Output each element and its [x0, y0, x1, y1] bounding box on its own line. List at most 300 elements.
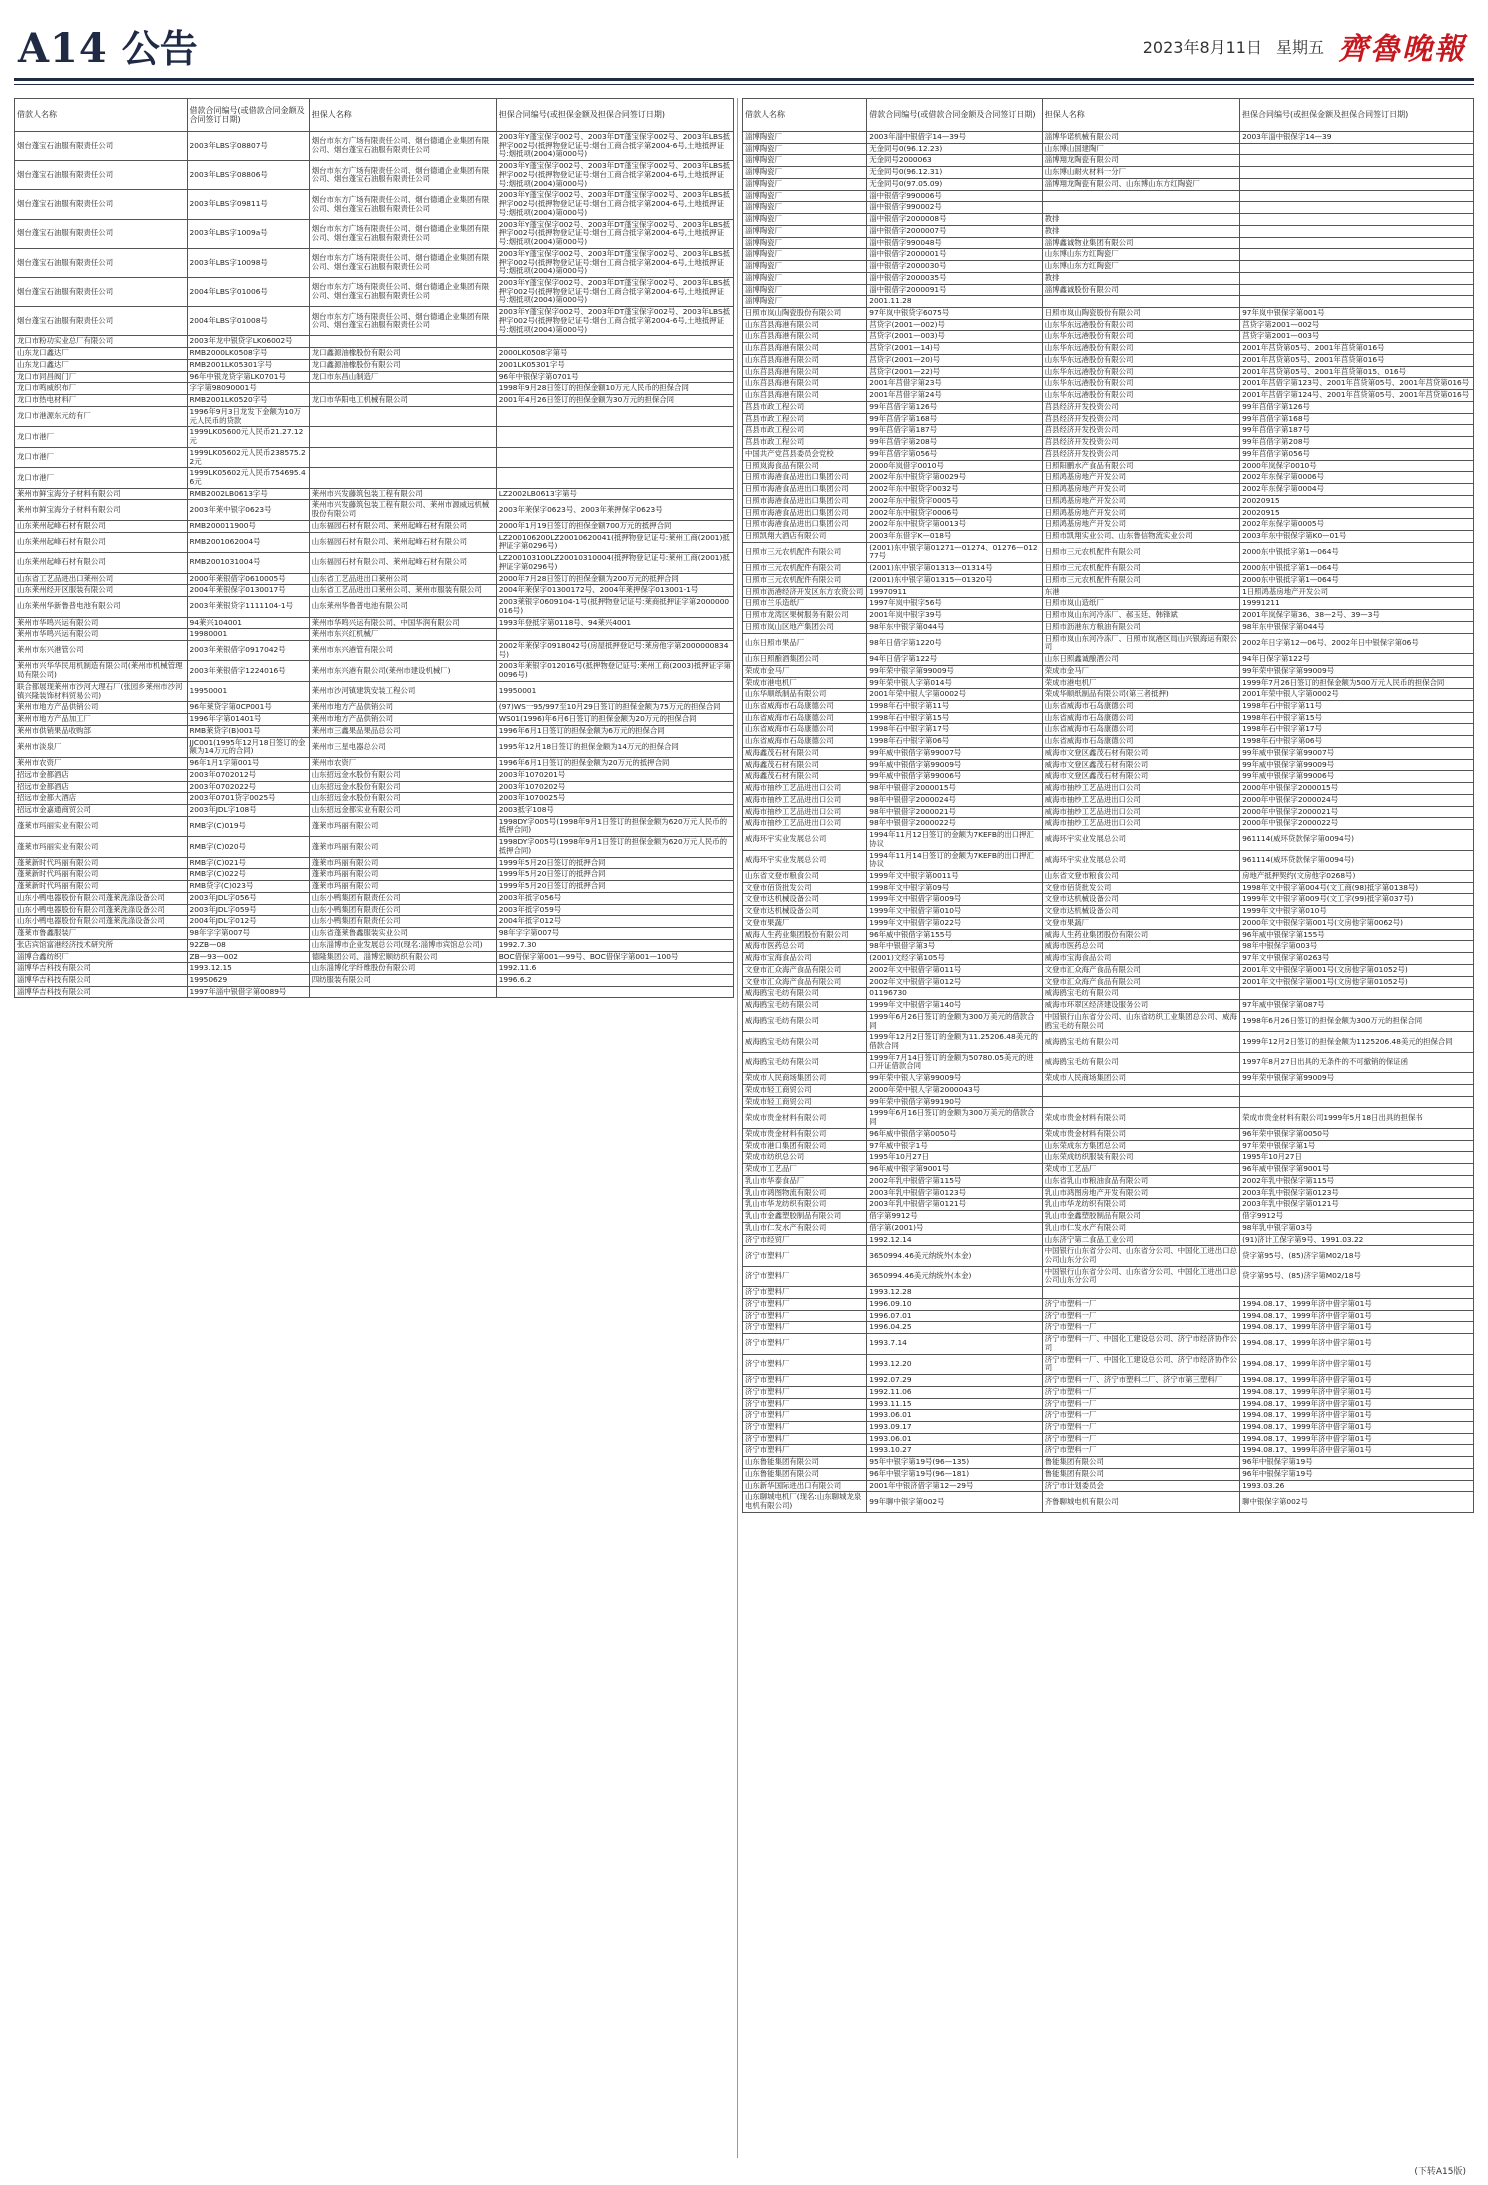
- table-cell: 莱州市华鸣兴运有限公司: [15, 629, 188, 641]
- table-cell: 中国银行山东省分公司、山东省分公司、中国化工进出口总公司山东分公司: [1042, 1246, 1239, 1266]
- table-row: [743, 1096, 1474, 1108]
- table-cell: 1993年登抵字第0118号、94莱兴4001: [496, 617, 733, 629]
- table-cell: 2003年东中银保字第K0—01号: [1240, 530, 1474, 542]
- table-cell: 山东日照市果品厂: [743, 633, 867, 653]
- table-cell: 淄博华吉科技有限公司: [15, 963, 188, 975]
- table-cell: 日照市沥港经济开发区东方农资公司: [743, 586, 867, 598]
- table-cell: 莱州市三星电器总公司: [309, 737, 496, 757]
- table-row: [15, 758, 734, 770]
- table-cell: 山东鲁能集团有限公司: [743, 1468, 867, 1480]
- table-cell: 1993.10.27: [867, 1445, 1042, 1457]
- table-cell: 无金同号2000063: [867, 155, 1042, 167]
- table-cell: 济宁市塑料厂: [743, 1421, 867, 1433]
- table-cell: 1999LK05602元人民币754695.46元: [187, 468, 309, 488]
- table-cell: 淄博陶瓷厂: [743, 143, 867, 155]
- table-cell: 龙口市港源东元纺有厂: [15, 406, 188, 426]
- table-row: [15, 661, 734, 681]
- table-cell: 2003莱银字0609104-1号(抵押物登记证号:莱商抵押证字第2000000016号): [496, 597, 733, 617]
- table-cell: 日照市三元农机配件有限公司: [1042, 542, 1239, 562]
- table-cell: 乳山市金鑫塑胶制品有限公司: [743, 1211, 867, 1223]
- table-row: [15, 963, 734, 975]
- table-row: [743, 1480, 1474, 1492]
- table-row: [15, 816, 734, 836]
- table-cell: 96年中银龙贷字第LK0701号: [187, 371, 309, 383]
- table-header-row: [15, 99, 734, 132]
- table-cell: 98年中银保字第003号: [1240, 941, 1474, 953]
- table-cell: 98年中银借字2000015号: [867, 783, 1042, 795]
- table-cell: 96年中银保字第19号: [1240, 1457, 1474, 1469]
- table-row: [743, 1310, 1474, 1322]
- table-cell: 文登市汇众海产食品有限公司: [1042, 976, 1239, 988]
- table-cell: 烟台市东方广场有限责任公司、烟台德通企业集团有限公司、烟台蓬宝石油服有限责任公司: [309, 132, 496, 161]
- table-cell: 1994.08.17、1999年济中借字第01号: [1240, 1334, 1474, 1354]
- table-cell: 招远市金都酒店: [15, 769, 188, 781]
- table-cell: 山东莒县海港有限公司: [743, 354, 867, 366]
- table-cell: 荣成华顺纸制品有限公司(第三者抵押): [1042, 689, 1239, 701]
- table-cell: 1993.12.28: [867, 1287, 1042, 1299]
- table-cell: [1240, 143, 1474, 155]
- table-cell: 龙口市港厂: [15, 447, 188, 467]
- table-cell: 莒县经济开发投资公司: [1042, 425, 1239, 437]
- table-cell: RMB200011900号: [187, 520, 309, 532]
- table-cell: 2000年岚保字0010号: [1240, 460, 1474, 472]
- table-cell: 99年威中银借字第99006号: [867, 771, 1042, 783]
- table-row: [743, 202, 1474, 214]
- table-cell: 1998年石中银字第17号: [867, 724, 1042, 736]
- table-cell: 山东莒县海港有限公司: [743, 390, 867, 402]
- table-row: [743, 237, 1474, 249]
- table-cell: 98年东中银字第044号: [867, 621, 1042, 633]
- column-header: 借款人名称: [743, 99, 867, 132]
- table-cell: 2003年JDL字059号: [187, 904, 309, 916]
- table-row: [15, 468, 734, 488]
- table-cell: 济宁市塑料厂: [743, 1287, 867, 1299]
- table-cell: 日照市三元农机配件有限公司: [743, 563, 867, 575]
- table-cell: 2003年莱银字012016号(抵押物登记证号:莱州工商(2003)抵押证字第0096号): [496, 661, 733, 681]
- table-cell: 99年威中银保字第99006号: [1240, 771, 1474, 783]
- table-cell: 1998年石中银字第17号: [1240, 724, 1474, 736]
- table-cell: 荣成市轻工商贸公司: [743, 1096, 867, 1108]
- table-cell: 2000年中银保字2000022号: [1240, 818, 1474, 830]
- table-cell: 乳山市华泰食品厂: [743, 1175, 867, 1187]
- table-cell: 2002年东中银贷字第0029号: [867, 472, 1042, 484]
- table-row: [743, 700, 1474, 712]
- table-cell: 济宁市塑料厂: [743, 1386, 867, 1398]
- table-cell: [1240, 1084, 1474, 1096]
- table-cell: (97)WS一95/997至10月29日签订的担保金额为75万元的担保合同: [496, 702, 733, 714]
- table-cell: 教排: [1042, 272, 1239, 284]
- table-cell: [1240, 225, 1474, 237]
- table-cell: RMB2001LK05301字号: [187, 359, 309, 371]
- table-cell: 2000LK0508字第号: [496, 348, 733, 360]
- table-row: [15, 640, 734, 660]
- table-cell: JJC001(1995年12月18日签订的金额为14万元的合同): [187, 737, 309, 757]
- table-row: [743, 654, 1474, 666]
- table-cell: 龙口鑫源油橡股份有限公司: [309, 348, 496, 360]
- table-cell: 威海市抽纱工艺品进出口公司: [1042, 806, 1239, 818]
- table-row: [743, 1199, 1474, 1211]
- table-row: [15, 681, 734, 701]
- table-cell: 19980001: [187, 629, 309, 641]
- table-row: [15, 520, 734, 532]
- table-cell: [309, 427, 496, 447]
- table-row: [743, 261, 1474, 273]
- table-cell: 荣成市贵金材料有限公司: [1042, 1128, 1239, 1140]
- table-row: [743, 542, 1474, 562]
- table-cell: 山东省乳山市粮油食品有限公司: [1042, 1175, 1239, 1187]
- table-cell: 莱州市农资厂: [309, 758, 496, 770]
- table-cell: 山东莒县海港有限公司: [743, 319, 867, 331]
- table-cell: 山东莒县海港有限公司: [743, 366, 867, 378]
- table-cell: 97年荣中银保字第1号: [1240, 1140, 1474, 1152]
- table-row: [743, 1032, 1474, 1052]
- table-cell: 鲁能集团有限公司: [1042, 1468, 1239, 1480]
- table-row: [743, 390, 1474, 402]
- table-cell: 1999年文中银借字第010号: [867, 906, 1042, 918]
- table-row: [743, 1410, 1474, 1422]
- table-cell: 2004年LBS字01006号: [187, 278, 309, 307]
- table-cell: 99年莒借字第168号: [1240, 413, 1474, 425]
- table-row: [743, 1073, 1474, 1085]
- table-row: [15, 406, 734, 426]
- table-cell: 荣成市贵金材料有限公司: [1042, 1108, 1239, 1128]
- table-cell: 94莱兴104001: [187, 617, 309, 629]
- table-cell: 1999年文中银字第0011号: [867, 871, 1042, 883]
- table-cell: 淄博陶瓷厂: [743, 155, 867, 167]
- table-cell: 99年威中银保字第99007号: [1240, 747, 1474, 759]
- table-cell: 99年荣中银借字第99190号: [867, 1096, 1042, 1108]
- table-cell: 山东省文登市粮食公司: [743, 871, 867, 883]
- table-cell: 2002年乳中银保字第115号: [1240, 1175, 1474, 1187]
- table-cell: 龙口市港厂: [15, 468, 188, 488]
- table-row: [15, 278, 734, 307]
- table-cell: 2003年乳中银保字第0121号: [1240, 1199, 1474, 1211]
- table-row: [743, 621, 1474, 633]
- table-cell: 淄博陶瓷厂: [743, 261, 867, 273]
- table-cell: 山东省工艺品进出口莱州公司、莱州市服装有限公司: [309, 585, 496, 597]
- table-row: [15, 161, 734, 190]
- table-cell: 1996.6.2: [496, 975, 733, 987]
- table-cell: 济宁市塑料一厂: [1042, 1398, 1239, 1410]
- table-row: [15, 702, 734, 714]
- table-cell: 淄博陶瓷厂: [743, 237, 867, 249]
- table-cell: 98年中银借字2000021号: [867, 806, 1042, 818]
- table-cell: 1998年石中银字第06号: [867, 736, 1042, 748]
- table-cell: 济宁市塑料一厂: [1042, 1421, 1239, 1433]
- table-cell: 莒贷字(2001—14)号: [867, 343, 1042, 355]
- table-cell: 招远市金都酒店: [15, 781, 188, 793]
- column-header: 担保合同编号(或担保金额及担保合同签订日期): [496, 99, 733, 132]
- table-cell: 济宁市塑料一厂、中国化工建设总公司、济宁市经济协作公司: [1042, 1354, 1239, 1374]
- table-cell: 1998年9月28日签订的担保金额10万元人民币的担保合同: [496, 383, 733, 395]
- table-cell: 1994.08.17、1999年济中借字第01号: [1240, 1386, 1474, 1398]
- table-cell: 烟台蓬宝石油服有限责任公司: [15, 307, 188, 336]
- table-row: [743, 460, 1474, 472]
- table-cell: 2001年莒借字第23号: [867, 378, 1042, 390]
- table-cell: 2003年JDL字056号: [187, 892, 309, 904]
- table-cell: 日照市三元农机配件有限公司: [1042, 574, 1239, 586]
- table-cell: 荣成市港电机厂: [743, 677, 867, 689]
- table-cell: 山东华顺纸制品有限公司: [743, 689, 867, 701]
- table-cell: 1993.09.17: [867, 1421, 1042, 1433]
- table-cell: 荣成市纺织总公司: [743, 1152, 867, 1164]
- table-cell: 莱州市华鸣兴运有限公司、中国华润有限公司: [309, 617, 496, 629]
- table-cell: RMB字(C)020号: [187, 837, 309, 857]
- table-cell: 山东福园石材有限公司、莱州起峰石材有限公司: [309, 532, 496, 552]
- table-cell: 1998年石中银字第11号: [1240, 700, 1474, 712]
- table-cell: [309, 447, 496, 467]
- table-cell: 济宁市塑料厂: [743, 1445, 867, 1457]
- table-row: [743, 724, 1474, 736]
- table-cell: 99年莒借字第208号: [867, 437, 1042, 449]
- table-cell: 山东小鸭电器股份有限公司蓬莱洗涤设备公司: [15, 892, 188, 904]
- table-cell: 2003年乳中银借字第0121号: [867, 1199, 1042, 1211]
- table-cell: 威海市抽纱工艺品进出口公司: [1042, 794, 1239, 806]
- table-cell: 2003年淄中银保字14—39: [1240, 132, 1474, 144]
- table-cell: 济宁市塑料一厂: [1042, 1310, 1239, 1322]
- table-cell: 2001年莒借字第124号、2001年莒贷第05号、2001年莒贷第016号: [1240, 390, 1474, 402]
- table-cell: 2000年中银保字2000015号: [1240, 783, 1474, 795]
- table-cell: 20020915: [1240, 507, 1474, 519]
- column-header: 借款合同编号(或借款合同金额及合同签订日期): [187, 99, 309, 132]
- table-cell: 2003年LBS字1009a号: [187, 219, 309, 248]
- table-cell: 2003年东借字K—018号: [867, 530, 1042, 542]
- table-cell: 92ZB—08: [187, 939, 309, 951]
- table-cell: 2001年文中银保字第001号(文房他字第01052号): [1240, 964, 1474, 976]
- table-cell: [1240, 155, 1474, 167]
- table-row: [15, 553, 734, 573]
- table-cell: 威海市抽纱工艺品进出口公司: [1042, 818, 1239, 830]
- table-row: [15, 714, 734, 726]
- table-cell: 1999LK05602元人民币238575.22元: [187, 447, 309, 467]
- table-cell: 联合都展现莱州市沙河大理石厂(张园乡莱州市沙河镇兴隆装饰材料贸易公司): [15, 681, 188, 701]
- table-cell: 日照岚海食品有限公司: [743, 460, 867, 472]
- table-cell: 中国银行山东省分公司、山东省分公司、中国化工进出口总公司山东分公司: [1042, 1266, 1239, 1286]
- table-cell: 2003年淄中银借字14—39号: [867, 132, 1042, 144]
- table-cell: 99年威中银保字第99009号: [1240, 759, 1474, 771]
- table-cell: 淄博翔龙陶瓷有限公司: [1042, 155, 1239, 167]
- table-row: [743, 783, 1474, 795]
- table-cell: 山东省威海市石岛康德公司: [743, 724, 867, 736]
- table-cell: 莱州市兴华华民用机制造有限公司(莱州市机械管理局有限公司): [15, 661, 188, 681]
- table-cell: 2001年莒贷第05号、2001年莒贷第016号: [1240, 354, 1474, 366]
- table-cell: 日照市岚山区地产集团公司: [743, 621, 867, 633]
- table-row: [743, 1140, 1474, 1152]
- table-cell: 莱州市鲜宝海分子材料有限公司: [15, 500, 188, 520]
- table-row: [743, 225, 1474, 237]
- table-cell: 1994年11月14日签订的金额为7KEFB的出口押汇协议: [867, 850, 1042, 870]
- table-cell: 济宁市计划委员会: [1042, 1480, 1239, 1492]
- table-cell: 2003年乳中银借字第0123号: [867, 1187, 1042, 1199]
- table-cell: 山东小鸭集团有限责任公司: [309, 904, 496, 916]
- table-cell: 1999年12月2日签订的金额为11.25206.48美元的借款合同: [867, 1032, 1042, 1052]
- table-cell: 日照市岚山东河冷冻厂、日照市岚港区局山兴银海运有限公司: [1042, 633, 1239, 653]
- table-cell: 乳山市仁发水产有限公司: [743, 1222, 867, 1234]
- table-cell: 日照鸿基房地产开发公司: [1042, 472, 1239, 484]
- table-row: [15, 904, 734, 916]
- table-row: [743, 1187, 1474, 1199]
- table-cell: 3650994.46美元纳统外(本金): [867, 1246, 1042, 1266]
- table-cell: 98年中银借字2000024号: [867, 794, 1042, 806]
- table-cell: 蓬莱市玛丽有限公司: [309, 869, 496, 881]
- table-cell: [1240, 249, 1474, 261]
- table-row: [15, 488, 734, 500]
- table-row: [15, 629, 734, 641]
- table-cell: 字字第98090001号: [187, 383, 309, 395]
- table-cell: 1998年石中银字第15号: [867, 712, 1042, 724]
- table-cell: 2003年1070201号: [496, 769, 733, 781]
- table-cell: 威海市宝海食品公司: [1042, 953, 1239, 965]
- table-cell: 淄博陶瓷厂: [743, 225, 867, 237]
- table-cell: 2000东中银抵字第1—064号: [1240, 542, 1474, 562]
- table-row: [743, 1375, 1474, 1387]
- table-cell: 山东省威海市石岛康德公司: [1042, 736, 1239, 748]
- table-cell: 莱州市地方产品供销公司: [309, 714, 496, 726]
- table-cell: 2002年东中银贷字0006号: [867, 507, 1042, 519]
- table-cell: 山东省文登市粮食公司: [1042, 871, 1239, 883]
- table-cell: LZ200103100LZ20010310004(抵押物登记证号:莱州工商(2001)抵押证字第0296号): [496, 553, 733, 573]
- table-row: [15, 248, 734, 277]
- table-cell: 1993.11.15: [867, 1398, 1042, 1410]
- table-cell: 教排: [1042, 225, 1239, 237]
- table-cell: (2001)文经字第105号: [867, 953, 1042, 965]
- table-cell: 2000年莱银借字0610005号: [187, 573, 309, 585]
- table-row: [743, 296, 1474, 308]
- table-cell: 2001年岚保字第36、38—2号、39—3号: [1240, 610, 1474, 622]
- table-cell: [1240, 272, 1474, 284]
- table-cell: 莱州市东兴红机械厂: [309, 629, 496, 641]
- table-cell: 96年威中银保字第9001号: [1240, 1164, 1474, 1176]
- table-cell: 日照市岚山东河冷冻厂、郝玉廷、韩锋斌: [1042, 610, 1239, 622]
- table-cell: [1240, 261, 1474, 273]
- table-row: [15, 359, 734, 371]
- table-cell: 威海市医药总公司: [1042, 941, 1239, 953]
- table-cell: 1998年文中银字第004号(文工商(98)抵字第0138号): [1240, 882, 1474, 894]
- table-cell: 荣成市人民商场集团公司: [1042, 1073, 1239, 1085]
- table-row: [743, 906, 1474, 918]
- table-row: [743, 1108, 1474, 1128]
- table-cell: 1999年6月16日签订的金额为300万美元的借款合同: [867, 1108, 1042, 1128]
- table-row: [743, 1298, 1474, 1310]
- table-cell: 龙口市东昌山制造厂: [309, 371, 496, 383]
- table-cell: 日照市海港食品进出口集团公司: [743, 495, 867, 507]
- page-header: [0, 0, 1488, 92]
- table-cell: 鲁能集团有限公司: [1042, 1457, 1239, 1469]
- table-cell: [309, 383, 496, 395]
- table-cell: 2004年莱银保字0130017号: [187, 585, 309, 597]
- table-cell: 无金同号0(96.12.23): [867, 143, 1042, 155]
- table-cell: 2000东中银抵字第1—064号: [1240, 574, 1474, 586]
- table-cell: 山东莱州起峰石材有限公司: [15, 553, 188, 573]
- table-cell: 99年荣中银人字第99009号: [867, 1073, 1042, 1085]
- table-cell: 淄博陶瓷厂: [743, 284, 867, 296]
- table-cell: ZB—93—002: [187, 951, 309, 963]
- table-cell: [496, 629, 733, 641]
- table-cell: 莒县经济开发投资公司: [1042, 448, 1239, 460]
- table-cell: 中国共产党莒县委员会党校: [743, 448, 867, 460]
- table-row: [743, 929, 1474, 941]
- table-cell: 山东省威海市石岛康德公司: [743, 712, 867, 724]
- table-cell: 1999年文中银字第009号(文工字(99)抵字第037号): [1240, 894, 1474, 906]
- table-cell: 1998年石中银字第06号: [1240, 736, 1474, 748]
- table-cell: 99年荣中银保字第99009号: [1240, 1073, 1474, 1085]
- table-row: [15, 447, 734, 467]
- table-cell: 2003年Y蓬宝保字002号、2003年DT蓬宝保字002号、2003年LBS抵押字002号(抵押物登记证号:烟台工商合抵字第2004-6号,土地抵押证号:烟抵项(2004)第000号): [496, 190, 733, 219]
- table-cell: 淄中银借字2000035号: [867, 272, 1042, 284]
- table-cell: 2003年Y蓬宝保字002号、2003年DT蓬宝保字002号、2003年LBS抵押字002号(抵押物登记证号:烟台工商合抵字第2004-6号,土地抵押证号:烟抵项(2004)第000号): [496, 132, 733, 161]
- table-cell: 山东省威海市石岛康德公司: [1042, 712, 1239, 724]
- table-cell: 张店宾馆富港经济技术研究所: [15, 939, 188, 951]
- table-cell: 1994.08.17、1999年济中借字第01号: [1240, 1445, 1474, 1457]
- table-cell: 98年中银借字2000022号: [867, 818, 1042, 830]
- table-row: [743, 1084, 1474, 1096]
- table-cell: [309, 468, 496, 488]
- table-cell: 山东省工艺品进出口莱州公司: [309, 573, 496, 585]
- table-cell: 济宁市塑料厂: [743, 1410, 867, 1422]
- table-cell: 日照鸿基房地产开发公司: [1042, 495, 1239, 507]
- table-cell: 荣成市贵金材料有限公司: [743, 1128, 867, 1140]
- table-cell: RMB贷字(C)023号: [187, 881, 309, 893]
- table-cell: 1992.12.14: [867, 1234, 1042, 1246]
- table-cell: 2002年东中银贷字0005号: [867, 495, 1042, 507]
- table-cell: 2001年文中银保字第001号(文房他字第01052号): [1240, 976, 1474, 988]
- table-cell: [1042, 1096, 1239, 1108]
- table-cell: 1992.7.30: [496, 939, 733, 951]
- table-row: [743, 401, 1474, 413]
- table-cell: RMB2001062004号: [187, 532, 309, 552]
- table-cell: 山东华东远港股份有限公司: [1042, 319, 1239, 331]
- table-row: [15, 617, 734, 629]
- table-cell: 99年莒借字第168号: [867, 413, 1042, 425]
- table-cell: 2002年东中银贷字0032号: [867, 484, 1042, 496]
- table-cell: 98年字字第007号: [187, 928, 309, 940]
- table-cell: 莒贷字(2001—22)号: [867, 366, 1042, 378]
- table-cell: 2001年莒借字第123号、2001年莒贷第05号、2001年莒贷第016号: [1240, 378, 1474, 390]
- table-row: [743, 378, 1474, 390]
- table-cell: 济宁市塑料一厂: [1042, 1445, 1239, 1457]
- table-row: [15, 585, 734, 597]
- table-cell: 2003抵字108号: [496, 805, 733, 817]
- table-cell: 文登市达机械设备公司: [743, 894, 867, 906]
- table-cell: 2002年东保字第0006号: [1240, 472, 1474, 484]
- table-row: [15, 805, 734, 817]
- table-cell: 荣成市轻工商贸公司: [743, 1084, 867, 1096]
- table-cell: [1240, 202, 1474, 214]
- table-cell: 莱州市淡泉厂: [15, 737, 188, 757]
- table-row: [743, 319, 1474, 331]
- table-cell: 2003年1070025号: [496, 793, 733, 805]
- table-cell: 山东华东远港股份有限公司: [1042, 366, 1239, 378]
- table-cell: 2004年抵字012号: [496, 916, 733, 928]
- table-cell: 961114(威环贷款保字第0094号): [1240, 830, 1474, 850]
- table-cell: 1994.08.17、1999年济中借字第01号: [1240, 1298, 1474, 1310]
- table-cell: 烟台市东方广场有限责任公司、烟台德通企业集团有限公司、烟台蓬宝石油服有限责任公司: [309, 190, 496, 219]
- table-cell: 山东聊城电机厂(现名:山东聊城龙泉电机有限公司): [743, 1492, 867, 1512]
- table-cell: 99年莒借字第126号: [1240, 401, 1474, 413]
- table-cell: 蓬莱市鲁鑫服装厂: [15, 928, 188, 940]
- table-cell: [1240, 1287, 1474, 1299]
- table-cell: [1042, 202, 1239, 214]
- right-table-body: [743, 132, 1474, 1513]
- header-rule: [14, 78, 1474, 81]
- table-cell: 淄博陶瓷厂: [743, 132, 867, 144]
- table-cell: 1日照鸿基房地产开发公司: [1240, 586, 1474, 598]
- table-cell: [309, 406, 496, 426]
- table-cell: [1042, 1084, 1239, 1096]
- table-row: [743, 1398, 1474, 1410]
- table-cell: 荣成市金马厂: [743, 665, 867, 677]
- table-cell: 山东淄博化学纤维股份有限公司: [309, 963, 496, 975]
